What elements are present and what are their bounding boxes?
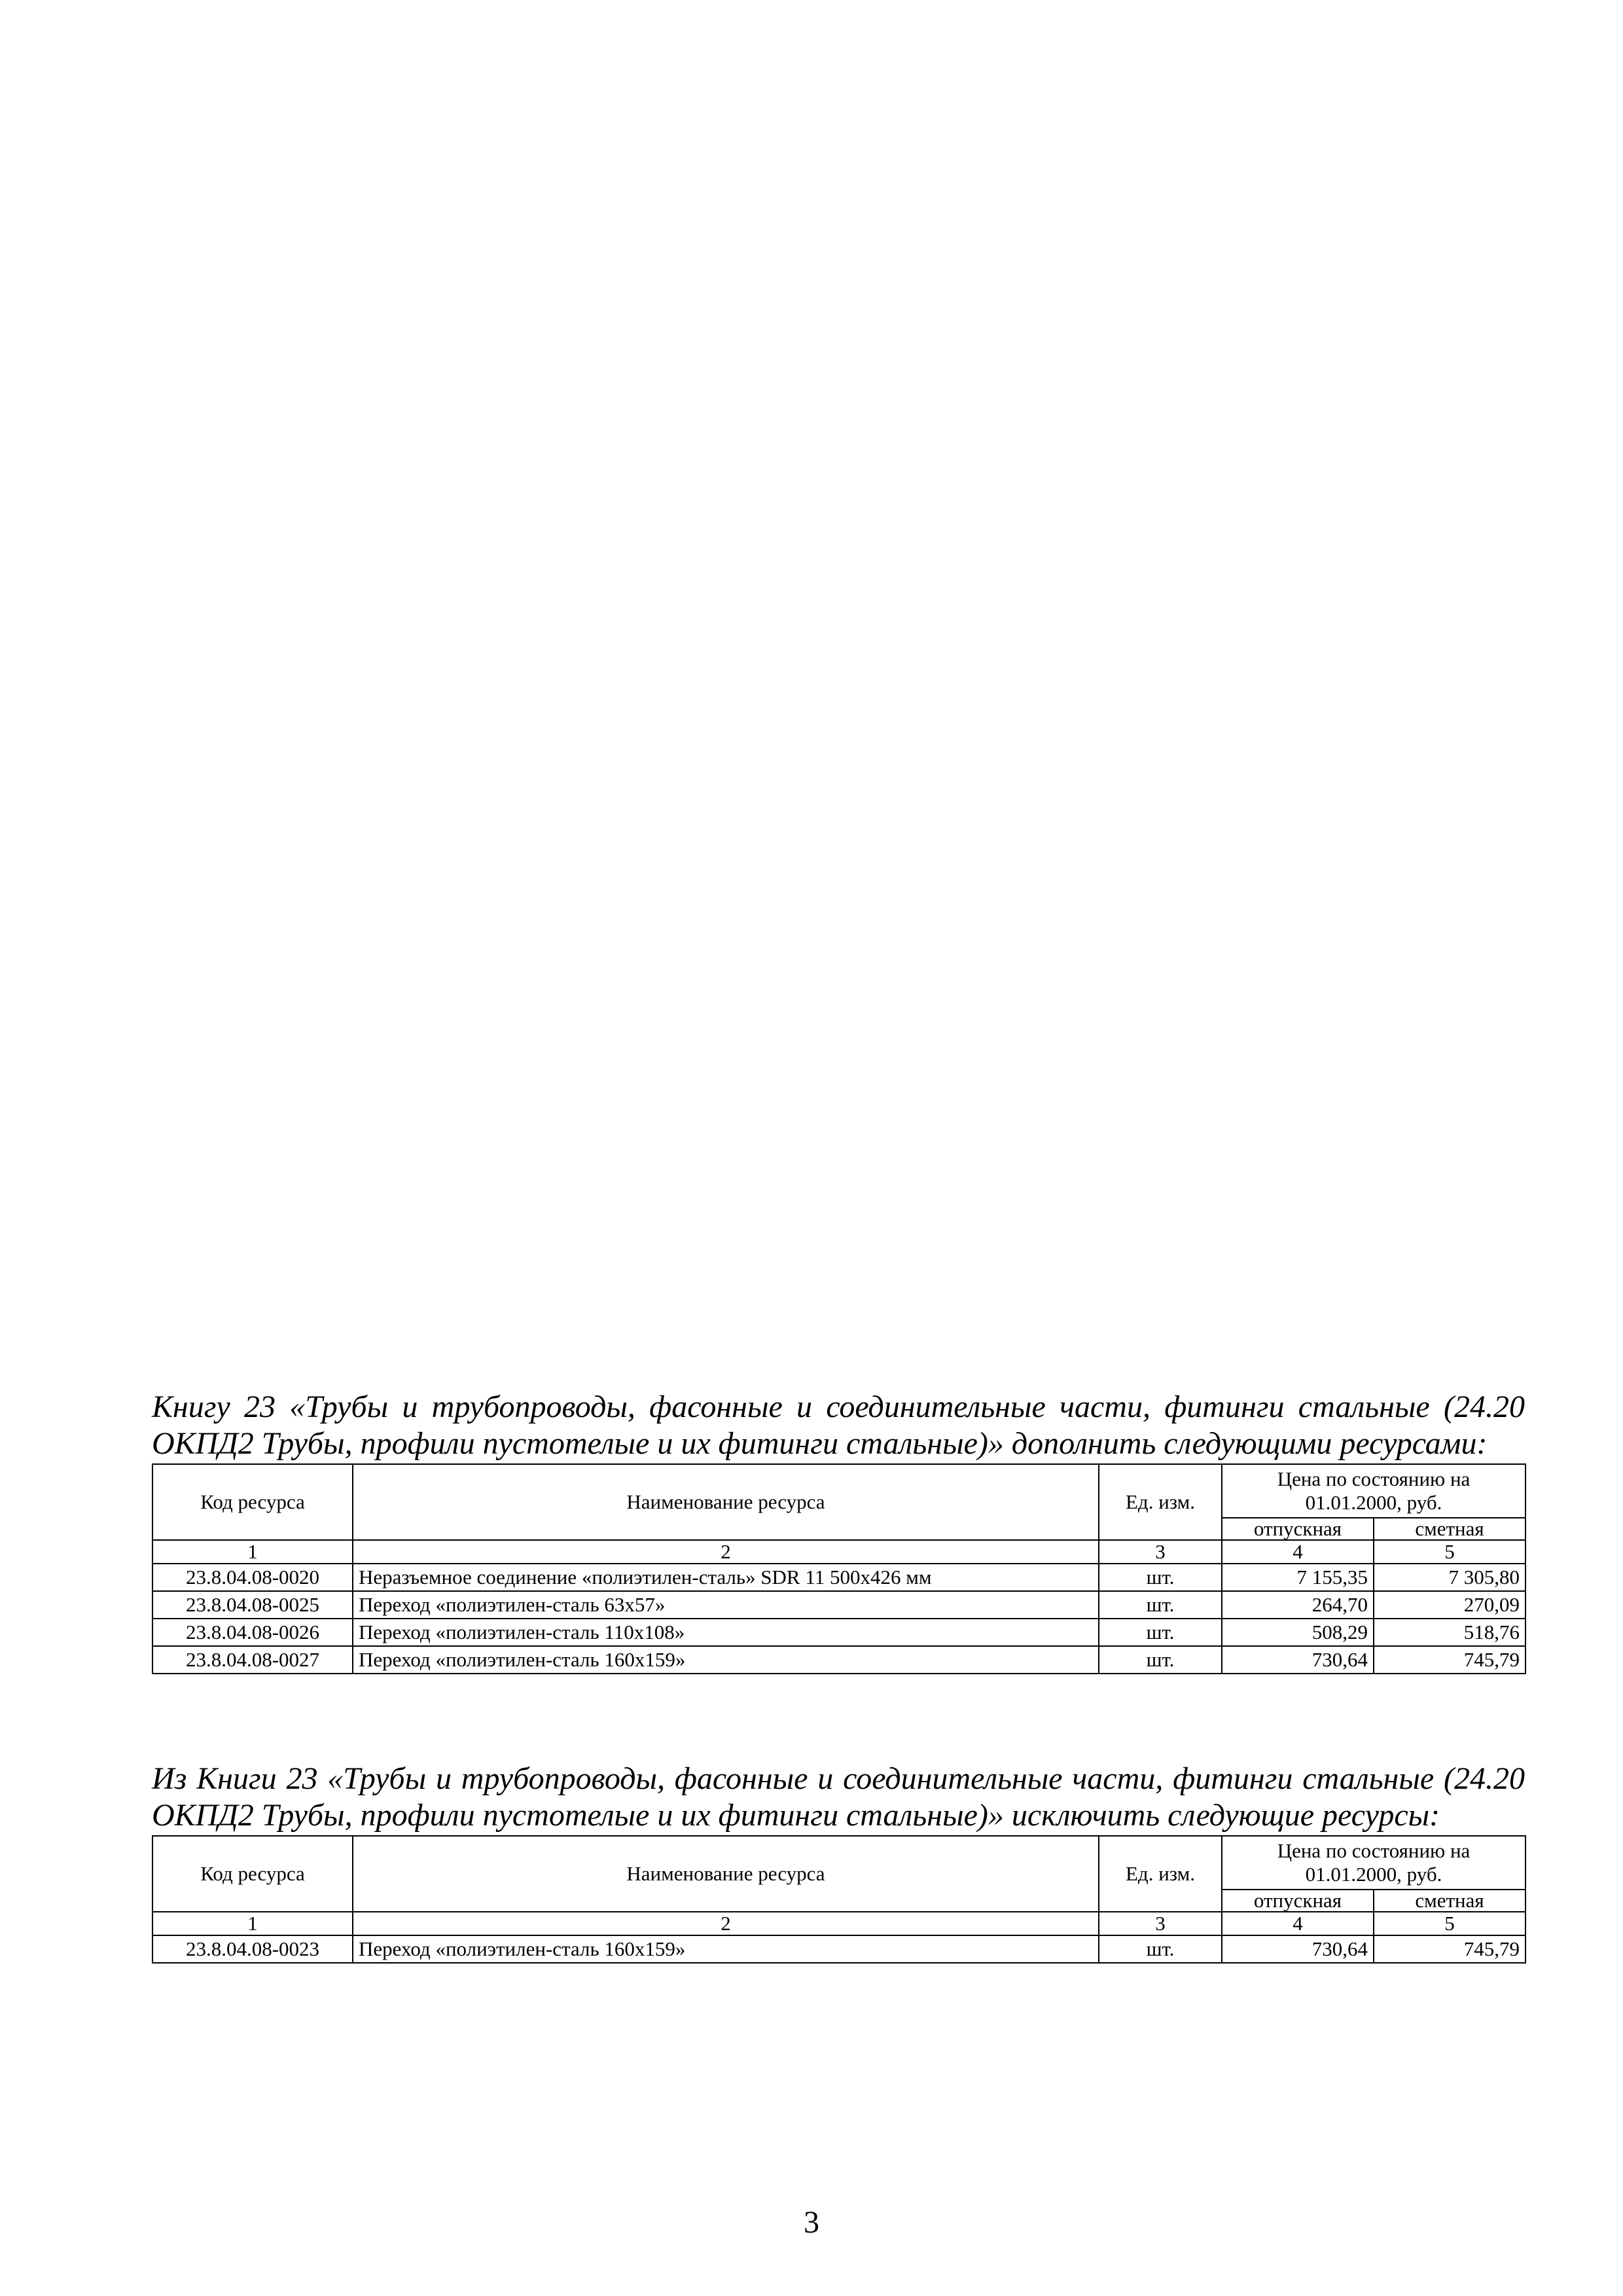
price-estimate: 745,79 — [1374, 1646, 1525, 1674]
resource-name: Неразъемное соединение «полиэтилен-сталь» SDR 11 500х426 мм — [353, 1564, 1099, 1591]
table-row — [152, 1935, 1525, 1963]
header-code: Код ресурса — [152, 1464, 353, 1540]
column-number: 2 — [353, 1912, 1099, 1935]
table-row — [152, 1564, 1525, 1591]
table-row — [152, 1619, 1525, 1646]
header-price-group: Цена по состоянию на 01.01.2000, руб. — [1222, 1464, 1525, 1518]
price-release: 508,29 — [1222, 1619, 1374, 1646]
resource-unit: шт. — [1099, 1935, 1222, 1963]
resource-code: 23.8.04.08-0027 — [152, 1646, 353, 1674]
column-number: 4 — [1222, 1912, 1374, 1935]
column-number: 5 — [1374, 1912, 1525, 1935]
resource-unit: шт. — [1099, 1619, 1222, 1646]
resources-table — [152, 1463, 1526, 1674]
column-number: 3 — [1099, 1540, 1222, 1564]
header-name: Наименование ресурса — [353, 1464, 1099, 1540]
header-price-estimate: сметная — [1374, 1890, 1525, 1912]
price-estimate: 270,09 — [1374, 1591, 1525, 1619]
header-price-group: Цена по состоянию на 01.01.2000, руб. — [1222, 1836, 1525, 1890]
page-number: 3 — [804, 2205, 819, 2240]
header-code: Код ресурса — [152, 1836, 353, 1912]
header-unit: Ед. изм. — [1099, 1836, 1222, 1912]
resource-name: Переход «полиэтилен-сталь 160х159» — [353, 1646, 1099, 1674]
column-number: 4 — [1222, 1540, 1374, 1564]
resource-code: 23.8.04.08-0020 — [152, 1564, 353, 1591]
price-release: 264,70 — [1222, 1591, 1374, 1619]
resources-table — [152, 1835, 1526, 1964]
resource-unit: шт. — [1099, 1646, 1222, 1674]
header-name: Наименование ресурса — [353, 1836, 1099, 1912]
column-number: 1 — [152, 1540, 353, 1564]
section-remove-resources — [152, 1761, 1525, 1964]
resource-code: 23.8.04.08-0025 — [152, 1591, 353, 1619]
resource-name: Переход «полиэтилен-сталь 63х57» — [353, 1591, 1099, 1619]
price-release: 730,64 — [1222, 1646, 1374, 1674]
resource-unit: шт. — [1099, 1564, 1222, 1591]
table-row — [152, 1646, 1525, 1674]
resource-name: Переход «полиэтилен-сталь 160х159» — [353, 1935, 1099, 1963]
table-row — [152, 1591, 1525, 1619]
header-price-release: отпускная — [1222, 1890, 1374, 1912]
header-price-release: отпускная — [1222, 1518, 1374, 1540]
header-unit: Ед. изм. — [1099, 1464, 1222, 1540]
column-number: 2 — [353, 1540, 1099, 1564]
price-release: 730,64 — [1222, 1935, 1374, 1963]
resource-unit: шт. — [1099, 1591, 1222, 1619]
header-price-estimate: сметная — [1374, 1518, 1525, 1540]
resource-code: 23.8.04.08-0026 — [152, 1619, 353, 1646]
column-number: 5 — [1374, 1540, 1525, 1564]
resource-code: 23.8.04.08-0023 — [152, 1935, 353, 1963]
section-add-resources — [152, 1389, 1525, 1674]
column-number: 3 — [1099, 1912, 1222, 1935]
price-estimate: 745,79 — [1374, 1935, 1525, 1963]
section-intro: Из Книги 23 «Трубы и трубопроводы, фасонные и соединительные части, фитинги стальные (24.20 ОКПД2 Трубы, профили пустотелые и их фитинги стальные)» исключить следующие ресурсы: — [152, 1761, 1525, 1833]
price-estimate: 518,76 — [1374, 1619, 1525, 1646]
price-estimate: 7 305,80 — [1374, 1564, 1525, 1591]
column-number: 1 — [152, 1912, 353, 1935]
price-release: 7 155,35 — [1222, 1564, 1374, 1591]
section-intro: Книгу 23 «Трубы и трубопроводы, фасонные и соединительные части, фитинги стальные (24.20 ОКПД2 Трубы, профили пустотелые и их фитинги стальные)» дополнить следующими ресурсами: — [152, 1390, 1525, 1461]
resource-name: Переход «полиэтилен-сталь 110х108» — [353, 1619, 1099, 1646]
